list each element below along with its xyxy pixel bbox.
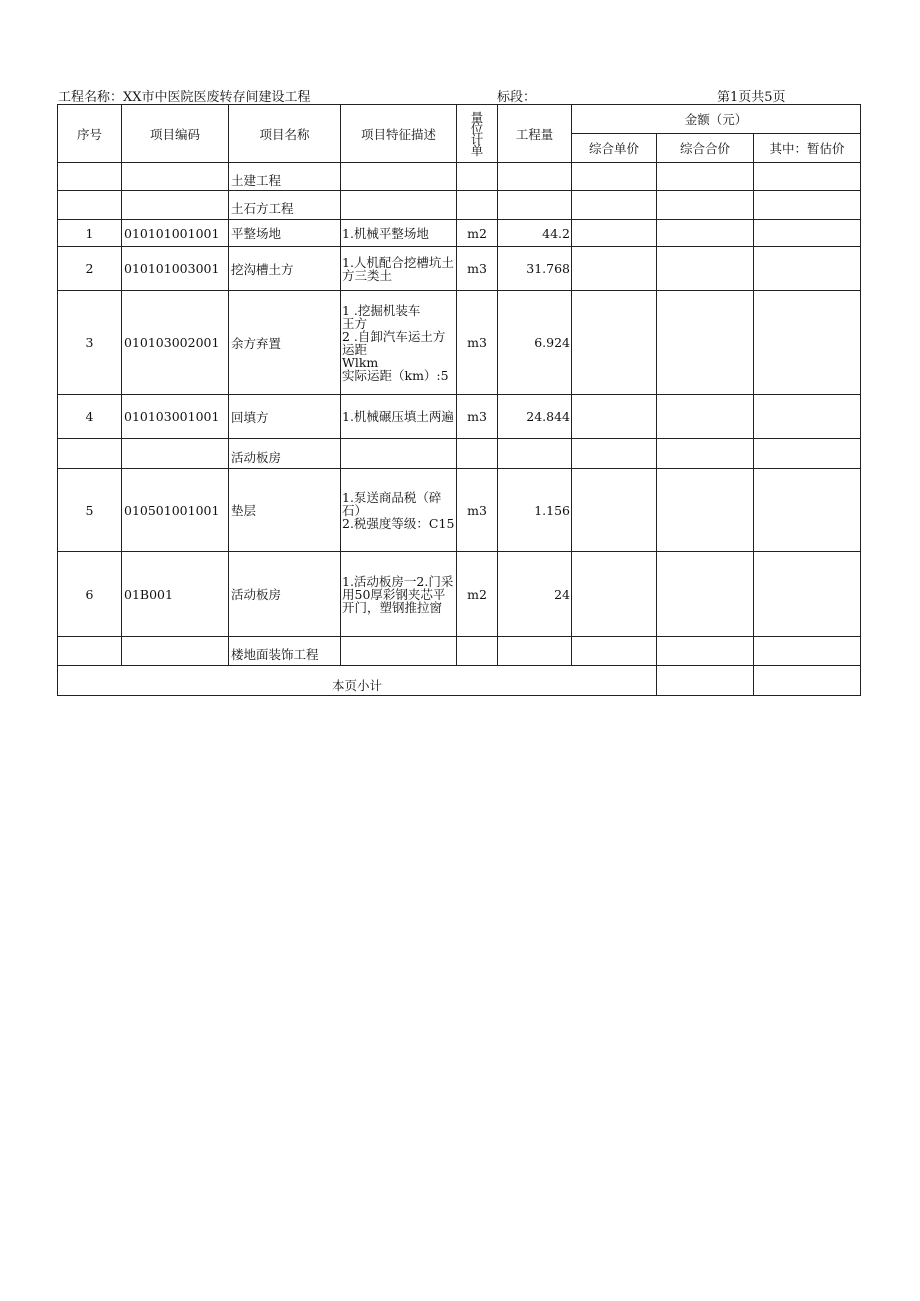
col-header-total-price: 综合合价 <box>657 134 754 163</box>
cell-unit: m3 <box>457 395 498 439</box>
cell-feature: 1.人机配合挖槽坑土方三类土 <box>341 247 457 291</box>
cell-name: 土石方工程 <box>229 191 341 220</box>
cell-name: 垫层 <box>229 469 341 552</box>
page-info: 第1页共5页 <box>717 90 786 105</box>
cell-unit: m3 <box>457 291 498 395</box>
cell-code <box>122 439 229 469</box>
bill-of-quantities-table <box>57 104 861 696</box>
cell-name: 楼地面装饰工程 <box>229 637 341 666</box>
cell-provisional <box>754 637 861 666</box>
section-row <box>58 439 861 469</box>
cell-feature: 1.机械平整场地 <box>341 220 457 247</box>
cell-unit: m2 <box>457 220 498 247</box>
subtotal-label: 本页小计 <box>58 666 657 696</box>
cell-provisional <box>754 395 861 439</box>
cell-feature: 1.泵送商品税（碎石） 2.税强度等级：C15 <box>341 469 457 552</box>
col-header-feature: 项目特征描述 <box>341 105 457 163</box>
cell-provisional <box>754 191 861 220</box>
col-header-amount: 金额（元） <box>572 105 861 134</box>
cell-seq: 3 <box>58 291 122 395</box>
col-header-unit-line: 计 <box>470 131 484 147</box>
cell-unit-price <box>572 191 657 220</box>
subtotal-row <box>58 666 861 696</box>
cell-unit: m3 <box>457 247 498 291</box>
section-row <box>58 191 861 220</box>
cell-feature <box>341 163 457 191</box>
cell-seq <box>58 191 122 220</box>
col-header-name: 项目名称 <box>229 105 341 163</box>
cell-seq <box>58 637 122 666</box>
cell-provisional <box>754 552 861 637</box>
cell-quantity: 24.844 <box>498 395 572 439</box>
cell-quantity: 31.768 <box>498 247 572 291</box>
cell-code: 010103002001 <box>122 291 229 395</box>
cell-seq: 5 <box>58 469 122 552</box>
col-header-unit-line: 单 <box>470 142 484 158</box>
cell-unit-price <box>572 291 657 395</box>
cell-unit: m2 <box>457 552 498 637</box>
cell-provisional <box>754 439 861 469</box>
cell-name: 挖沟槽土方 <box>229 247 341 291</box>
cell-feature: 1.活动板房一2.门采用50厚彩钢夹芯平开门，塑钢推拉窗 <box>341 552 457 637</box>
cell-total-price <box>657 220 754 247</box>
cell-code: 010501001001 <box>122 469 229 552</box>
section-row <box>58 163 861 191</box>
col-header-quantity: 工程量 <box>498 105 572 163</box>
subtotal-provisional <box>754 666 861 696</box>
cell-name: 活动板房 <box>229 552 341 637</box>
table-row <box>58 220 861 247</box>
cell-unit-price <box>572 395 657 439</box>
cell-quantity <box>498 439 572 469</box>
subtotal-total-price <box>657 666 754 696</box>
cell-name: 土建工程 <box>229 163 341 191</box>
cell-feature: 1.机械碾压填土两遍 <box>341 395 457 439</box>
cell-feature <box>341 637 457 666</box>
cell-unit <box>457 163 498 191</box>
col-header-code: 项目编码 <box>122 105 229 163</box>
cell-feature <box>341 439 457 469</box>
cell-unit-price <box>572 439 657 469</box>
table-row <box>58 247 861 291</box>
cell-unit-price <box>572 163 657 191</box>
col-header-unit-line: 量 <box>470 109 484 125</box>
cell-quantity <box>498 637 572 666</box>
cell-total-price <box>657 247 754 291</box>
cell-total-price <box>657 291 754 395</box>
cell-seq: 6 <box>58 552 122 637</box>
cell-quantity: 6.924 <box>498 291 572 395</box>
project-name: 工程名称：XX市中医院医废转存间建设工程 <box>58 90 311 105</box>
cell-code: 01B001 <box>122 552 229 637</box>
cell-code: 010103001001 <box>122 395 229 439</box>
cell-total-price <box>657 439 754 469</box>
cell-feature <box>341 191 457 220</box>
table-row <box>58 469 861 552</box>
cell-total-price <box>657 191 754 220</box>
cell-total-price <box>657 469 754 552</box>
col-header-provisional: 其中：暂估价 <box>754 134 861 163</box>
cell-seq: 4 <box>58 395 122 439</box>
section-row <box>58 637 861 666</box>
cell-unit-price <box>572 247 657 291</box>
cell-unit: m3 <box>457 469 498 552</box>
cell-unit <box>457 191 498 220</box>
cell-name: 活动板房 <box>229 439 341 469</box>
cell-code <box>122 191 229 220</box>
cell-name: 余方弃置 <box>229 291 341 395</box>
col-header-unit-line: 位 <box>470 120 484 136</box>
cell-unit-price <box>572 637 657 666</box>
cell-code <box>122 637 229 666</box>
cell-code <box>122 163 229 191</box>
cell-seq <box>58 163 122 191</box>
cell-total-price <box>657 163 754 191</box>
cell-provisional <box>754 469 861 552</box>
cell-code: 010101003001 <box>122 247 229 291</box>
cell-feature: 1 .挖掘机装车 王方 2 .自卸汽车运土方运距 Wlkm 实际运距（km）:5 <box>341 291 457 395</box>
col-header-unit-price: 综合单价 <box>572 134 657 163</box>
cell-unit-price <box>572 552 657 637</box>
cell-quantity <box>498 191 572 220</box>
table-row <box>58 395 861 439</box>
cell-name: 回填方 <box>229 395 341 439</box>
cell-quantity: 44.2 <box>498 220 572 247</box>
cell-total-price <box>657 552 754 637</box>
cell-unit-price <box>572 220 657 247</box>
cell-provisional <box>754 291 861 395</box>
cell-quantity <box>498 163 572 191</box>
cell-seq: 1 <box>58 220 122 247</box>
cell-total-price <box>657 395 754 439</box>
cell-seq: 2 <box>58 247 122 291</box>
cell-provisional <box>754 247 861 291</box>
cell-unit <box>457 439 498 469</box>
cell-unit <box>457 637 498 666</box>
cell-name: 平整场地 <box>229 220 341 247</box>
cell-seq <box>58 439 122 469</box>
cell-provisional <box>754 163 861 191</box>
cell-unit-price <box>572 469 657 552</box>
col-header-unit <box>457 105 498 163</box>
cell-code: 010101001001 <box>122 220 229 247</box>
table-row <box>58 291 861 395</box>
section-label: 标段： <box>497 90 537 105</box>
cell-total-price <box>657 637 754 666</box>
col-header-seq: 序号 <box>58 105 122 163</box>
cell-quantity: 1.156 <box>498 469 572 552</box>
cell-quantity: 24 <box>498 552 572 637</box>
table-row <box>58 552 861 637</box>
cell-provisional <box>754 220 861 247</box>
